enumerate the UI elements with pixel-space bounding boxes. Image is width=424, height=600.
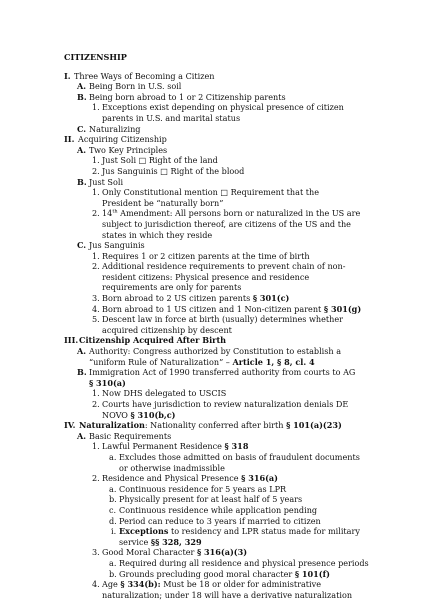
section-heading: Acquiring Citizenship bbox=[78, 134, 167, 145]
section-marker: I. bbox=[64, 70, 71, 81]
outline-item: 4. Born abroad to 1 US citizen and 1 Non-citizen parent § 301(g) bbox=[92, 303, 362, 314]
outline-item: A. Two Key Principles bbox=[77, 144, 168, 155]
outline-item: B. Immigration Act of 1990 transferred authority from courts to AG § 310(a) bbox=[77, 367, 356, 388]
outline-item: A. Being Born in U.S. soil bbox=[77, 81, 182, 92]
outline-item: 2. Additional residence requirements to prevent chain of non-resident citizens: Physical presence and residence requirements are only for parents bbox=[92, 261, 346, 293]
outline-item: 1. Just Soli □ Right of the land bbox=[92, 155, 218, 166]
section-1 bbox=[64, 71, 364, 82]
section-3 bbox=[64, 335, 364, 346]
outline-item: B. Just Soli bbox=[77, 176, 124, 187]
outline-item: 4. Age § 334(b): Must be 18 or older for administrative naturalization; under 18 will have a derivative naturalization bbox=[92, 579, 353, 600]
outline-item: C. Naturalizing bbox=[77, 123, 141, 134]
outline-item: a. Continuous residence for 5 years as LPR bbox=[109, 483, 287, 494]
outline-item: a. Excludes those admitted on basis of fraudulent documents or otherwise inadmissible bbox=[109, 451, 360, 473]
section-marker: II. bbox=[64, 134, 75, 145]
outline-item: 3. Born abroad to 2 US citizen parents § 301(c) bbox=[92, 293, 290, 304]
outline-item: i. Exceptions to residency and LPR status made for military service §§ 328, 329 bbox=[111, 526, 360, 547]
outline-item: 2. Courts have jurisdiction to review naturalization denials DE NOVO § 310(b,c) bbox=[92, 399, 349, 420]
outline-item: 1. Now DHS delegated to USCIS bbox=[92, 388, 227, 399]
section-heading: Three Ways of Becoming a Citizen bbox=[74, 70, 215, 81]
outline-item: B. Being born abroad to 1 or 2 Citizenship parents bbox=[77, 91, 286, 102]
section-heading: Naturalization bbox=[79, 420, 145, 431]
outline-item: 1. Only Constitutional mention □ Requirement that the President be “naturally born” bbox=[92, 187, 320, 208]
outline-item: A. Authority: Congress authorized by Constitution to establish a “uniform Rule of Naturalization” – Article 1, § 8, cl. 4 bbox=[77, 346, 342, 367]
section-2 bbox=[64, 134, 364, 145]
outline-item: b. Grounds precluding good moral character § 101(f) bbox=[109, 568, 330, 579]
section-heading: Citizenship Acquired After Birth bbox=[79, 335, 227, 346]
document-page bbox=[64, 52, 369, 600]
outline-item: 1. Lawful Permanent Residence § 318 bbox=[92, 441, 249, 452]
outline-item: 5. Descent law in force at birth (usually) determines whether acquired citizenship by descent bbox=[92, 314, 344, 335]
outline-item: 1. Exceptions exist depending on physical presence of citizen parents in U.S. and marital status bbox=[92, 102, 344, 123]
outline-item: b. Physically present for at least half of 5 years bbox=[109, 494, 303, 505]
outline-item: d. Period can reduce to 3 years if married to citizen bbox=[109, 515, 321, 526]
outline-item: 2. Jus Sanguinis □ Right of the blood bbox=[92, 165, 245, 176]
outline-item: 3. Good Moral Character § 316(a)(3) bbox=[92, 547, 248, 558]
section-marker: III. bbox=[64, 335, 79, 346]
outline-item: 1. Requires 1 or 2 citizen parents at the time of birth bbox=[92, 250, 310, 261]
outline-item: A. Basic Requirements bbox=[77, 430, 172, 441]
section-4: IV. Naturalization: Nationality conferred after birth § 101(a)(23) bbox=[64, 420, 342, 431]
section-marker: IV. bbox=[64, 420, 76, 431]
document-title: CITIZENSHIP bbox=[64, 52, 127, 62]
outline-item: c. Continuous residence while application pending bbox=[109, 504, 318, 515]
outline-item: a. Required during all residence and physical presence periods bbox=[109, 557, 369, 568]
outline-item: 2. 14th Amendment: All persons born or naturalized in the US are subject to jurisdiction thereof, are citizens of the US and the states in which they reside bbox=[92, 208, 361, 240]
outline-item: 2. Residence and Physical Presence § 316(a) bbox=[92, 473, 279, 484]
outline-item: C. Jus Sanguinis bbox=[77, 240, 145, 251]
